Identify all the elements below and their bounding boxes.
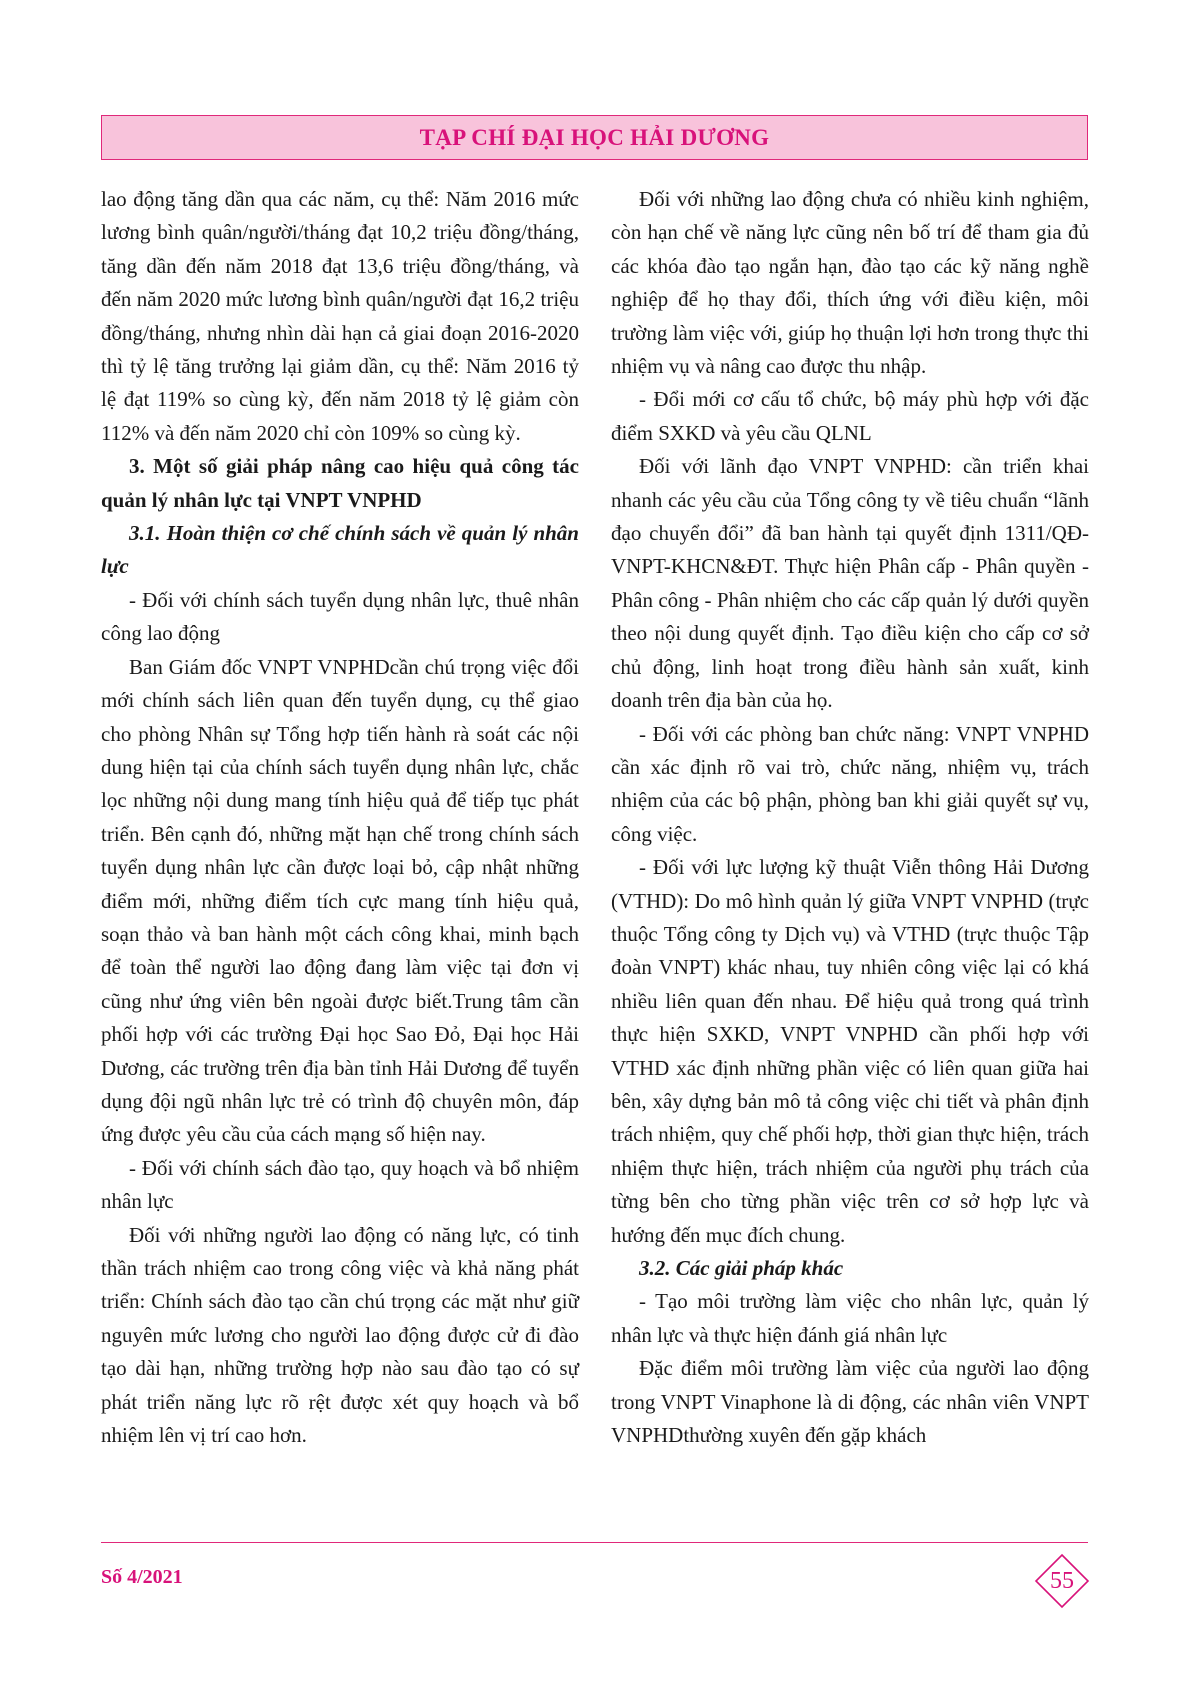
bullet-item: - Đối với chính sách tuyển dụng nhân lực, thuê nhân công lao động [101,587,579,646]
paragraph: Đối với lãnh đạo VNPT VNPHD: cần triển khai nhanh các yêu cầu của Tổng công ty về tiêu chuẩn “lãnh đạo chuyển đổi” đã ban hành tại quyết định 1311/QĐ-VNPT-KHCN&ĐT. Thực hiện Phân cấp - Phân quyền - Phân công - Phân nhiệm cho các cấp quản lý dưới quyền theo nội dung quyết định. Tạo điều kiện cho cấp cơ sở chủ động, linh hoạt trong điều hành sản xuất, kinh doanh trên địa bàn của họ. [611,454,1089,713]
bullet-item: - Đổi mới cơ cấu tổ chức, bộ máy phù hợp với đặc điểm SXKD và yêu cầu QLNL [611,387,1089,445]
paragraph: Đặc điểm môi trường làm việc của người lao động trong VNPT Vinaphone là di động, các nhân viên VNPT VNPHDthường xuyên đến gặp khách [611,1356,1089,1448]
page-number: 55 [1050,1567,1074,1594]
bullet-item: - Tạo môi trường làm việc cho nhân lực, quản lý nhân lực và thực hiện đánh giá nhân lực [611,1289,1089,1347]
right-column [611,183,1089,1452]
journal-header [101,115,1088,160]
issue-number: Số 4/2021 [101,1566,183,1588]
paragraph: Đối với những lao động chưa có nhiều kinh nghiệm, còn hạn chế về năng lực cũng nên bố trí để tham gia đủ các khóa đào tạo ngắn hạn, đào tạo các kỹ năng nghề nghiệp để họ thay đổi, thích ứng với điều kiện, môi trường làm việc với, giúp họ thuận lợi hơn trong thực thi nhiệm vụ và nâng cao được thu nhập. [611,187,1089,379]
page-number-badge [1034,1553,1090,1609]
bullet-item: - Đối với chính sách đào tạo, quy hoạch và bổ nhiệm nhân lực [101,1155,579,1214]
subsection-heading: 3.2. Các giải pháp khác [639,1256,844,1280]
paragraph: Ban Giám đốc VNPT VNPHDcần chú trọng việc đổi mới chính sách liên quan đến tuyển dụng, cụ thể giao cho phòng Nhân sự Tổng hợp tiến hành rà soát các nội dung hiện tại của chính sách tuyển dụng nhân lực, chắc lọc những nội dung mang tính hiệu quả để tiếp tục phát triển. Bên cạnh đó, những mặt hạn chế trong chính sách tuyển dụng nhân lực cần được loại bỏ, cập nhật những điểm mới, những điểm tích cực mang tính hiệu quả, soạn thảo và ban hành một cách công khai, minh bạch để toàn thể người lao động đang làm việc tại đơn vị cũng như ứng viên bên ngoài được biết.Trung tâm cần phối hợp với các trường Đại học Sao Đỏ, Đại học Hải Dương, các trường trên địa bàn tỉnh Hải Dương để tuyển dụng đội ngũ nhân lực trẻ có trình độ chuyên môn, đáp ứng được yêu cầu của cách mạng số hiện nay. [101,654,579,1147]
section-heading: 3. Một số giải pháp nâng cao hiệu quả công tác quản lý nhân lực tại VNPT VNPHD [101,454,579,512]
paragraph: lao động tăng dần qua các năm, cụ thể: Năm 2016 mức lương bình quân/người/tháng đạt 10,2 triệu đồng/tháng, tăng dần đến năm 2018 đạt 13,6 triệu đồng/tháng, và đến năm 2020 mức lương bình quân/người đạt 16,2 triệu đồng/tháng, nhưng nhìn dài hạn cả giai đoạn 2016-2020 thì tỷ lệ tăng trưởng lại giảm dần, cụ thể: Năm 2016 tỷ lệ đạt 119% so cùng kỳ, đến năm 2018 tỷ lệ giảm còn 112% và đến năm 2020 chỉ còn 109% so cùng kỳ. [101,187,579,445]
bullet-item: - Đối với các phòng ban chức năng: VNPT VNPHD cần xác định rõ vai trò, chức năng, nhiệm vụ, trách nhiệm của các bộ phận, phòng ban khi giải quyết sự vụ, công việc. [611,721,1089,846]
footer-divider [101,1542,1088,1543]
journal-title: TẠP CHÍ ĐẠI HỌC HẢI DƯƠNG [419,124,770,150]
subsection-heading: 3.1. Hoàn thiện cơ chế chính sách về quản lý nhân lực [101,521,579,579]
bullet-item: - Đối với lực lượng kỹ thuật Viễn thông Hải Dương (VTHD): Do mô hình quản lý giữa VNPT VNPHD (trực thuộc Tổng công ty Dịch vụ) và VTHD (trực thuộc Tập đoàn VNPT) khác nhau, tuy nhiên công việc lại có khá nhiều liên quan đến nhau. Để hiệu quả trong quá trình thực hiện SXKD, VNPT VNPHD cần phối hợp với VTHD xác định những phần việc có liên quan giữa hai bên, xây dựng bản mô tả công việc chi tiết và phân định trách nhiệm, quy chế phối hợp, thời gian thực hiện, trách nhiệm thực hiện, trách nhiệm của người phụ trách của từng bên cho từng phần việc trên cơ sở hợp lực và hướng đến mục đích chung. [611,855,1089,1247]
left-column [101,183,579,1452]
paragraph: Đối với những người lao động có năng lực, có tinh thần trách nhiệm cao trong công việc và khả năng phát triển: Chính sách đào tạo cần chú trọng các mặt như giữ nguyên mức lương cho người lao động được cử đi đào tạo dài hạn, những trường hợp nào sau đào tạo có sự phát triển năng lực rõ rệt được xét quy hoạch và bổ nhiệm lên vị trí cao hơn. [101,1222,579,1448]
